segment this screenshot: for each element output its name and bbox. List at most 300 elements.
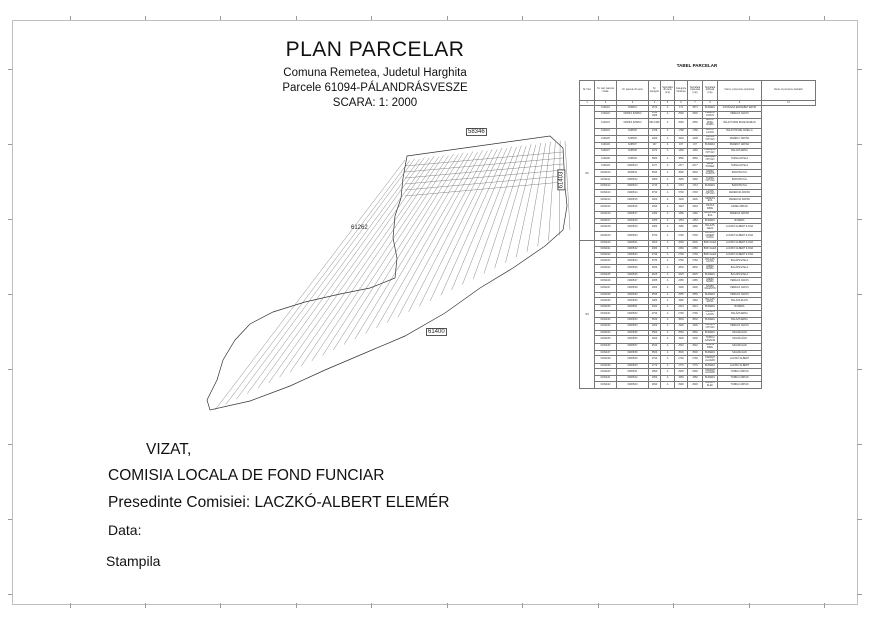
table-cell: 2990 [675,381,688,388]
table-cell: 1573 [649,106,661,112]
table-header-row [580,81,816,101]
table-row [580,135,816,142]
table-cell: A [661,323,675,330]
table-cell: 3880 [688,155,703,162]
frame-tick [522,603,523,608]
frame-tick [296,16,297,20]
frame-tick [857,69,862,70]
table-row [580,369,816,376]
parcel-strip-line [355,153,468,339]
table-cell: A [661,111,675,118]
table-cell: BAROSS PÁL [718,177,762,184]
table-cell: 2990 [688,369,703,376]
table-cell: FERENCZI ÁRPÁD [718,190,762,197]
table-cell: A [661,148,675,155]
table-index-cell: 8 [703,101,718,106]
parcel-strip-line [366,152,473,334]
table-cell: 61094/37 [595,350,617,356]
table-cell: TAMÁS ISTVÁN [703,177,718,184]
table-row [580,190,816,197]
table-cell: 1900 [688,323,703,330]
table-cell: 62965/25 [617,265,649,272]
table-cell: BUDERA [703,376,718,382]
table-cell: ERDEI ÁRPÁD [718,204,762,211]
table-row [580,310,816,317]
table-row [580,170,816,177]
table-cell: A [661,318,675,324]
table-cell: 2560 [675,330,688,336]
table-cell: A [661,170,675,177]
frame-tick [824,603,825,608]
table-block-cell: 63 [580,106,595,241]
table-cell: 62965/40 [617,363,649,369]
table-cell: LACZKÓ ALBERT ILONA [703,231,718,241]
table-cell: A [661,265,675,272]
table-cell: 62965/35 [617,330,649,336]
parcel-strip-line [405,176,563,190]
table-cell: 167 [649,142,661,148]
table-cell: BUDERA [718,218,762,224]
table-cell: PERECZ JANOS [718,285,762,292]
subtitle-commune: Comuna Remetea, Judetul Harghita [283,67,467,79]
frame-tick [824,16,825,20]
table-cell: 1900 [649,285,661,292]
table-cell: 62965/18 [617,218,649,224]
table-cell: A [661,376,675,382]
table-cell: ERDEI VILMOS [703,170,718,177]
table-cell: 2600 [688,241,703,247]
table-cell: 61094/16 [595,211,617,218]
table-cell: 2540 [649,343,661,350]
frame-tick [857,294,862,295]
table-cell: 62965/38 [617,350,649,356]
table-cell: 1788 [688,128,703,135]
table-cell: 1353 [675,218,688,224]
table-cell: LAJOS ISTVÁN [703,190,718,197]
table-cell: 3530 [675,318,688,324]
parcel-strip-line [405,182,563,196]
parcel-strip-line [237,159,415,399]
table-cell: 2380 [675,246,688,252]
table-cell: PERECZ JANOS [703,111,718,118]
table-cell: 61094/32 [595,318,617,324]
table-cell: 2385 [675,278,688,285]
table-cell: 61094/24 [595,265,617,272]
table-index-cell: 4 [649,101,661,106]
table-cell: 2790 [688,356,703,363]
table-cell: 1900 [675,323,688,330]
table-cell: 3790 [675,231,688,241]
table-cell: BALÁZS ERNA [703,298,718,305]
table-cell: 1380 [649,211,661,218]
table-cell: A [661,231,675,241]
table-cell: 2790 [649,356,661,363]
table-cell: 1770 [688,363,703,369]
table-cell: 3530 [688,318,703,324]
table-cell: PERÉNYI ÁRPÁD [718,142,762,148]
table-cell: 2790 [675,356,688,363]
table-cell: 2324 [649,305,661,311]
table-cell: TARSLA ETELA [718,162,762,169]
table-cell: BÁLINT BUDE GIZELLA [718,128,762,135]
table-cell: A [661,184,675,190]
table-cell: 2590 [675,111,688,118]
table-cell: LACZKÓ ALBERT ILONA [718,246,762,252]
vizat-label: VIZAT, [146,441,192,458]
parcel-strip-line [484,146,526,274]
parcel-strip-line [258,158,424,389]
subtitle-parcel: Parcele 61094-PÁLANDRÁSVESZE [282,82,468,94]
table-header-cell: Nume si prenume detinator [762,81,816,101]
frame-tick [8,294,12,295]
table-cell: 61094/21 [595,246,617,252]
table-cell: 1743 [649,184,661,190]
table-cell: 1980 [649,298,661,305]
parcel-strip-line [452,147,512,290]
table-cell: BALÁZS ELEK [703,381,718,388]
table-cell: BALÁZS ETELA [718,258,762,265]
table-cell: 1788 [675,128,688,135]
parcel-map [195,118,580,418]
table-row [580,155,816,162]
table-cell: 3880 [675,155,688,162]
table-cell: SZALMA ÉVA [718,330,762,336]
table-cell: 62965/26 [617,272,649,278]
frame-tick [522,16,523,20]
table-cell: 1900 [649,197,661,204]
table-cell: BUDERA [703,350,718,356]
table-cell: 1743 [675,184,688,190]
frame-tick [145,603,146,608]
table-cell: 1980 [688,177,703,184]
table-cell: 3590 [675,170,688,177]
table-cell: 62965/3 62965/4 [617,118,649,128]
frame-tick [220,603,221,608]
table-cell: ERDEI MÁRIA [703,278,718,285]
frame-tick [447,16,448,20]
table-cell: 60086/1 [617,106,649,112]
frame-tick [857,594,862,595]
table-cell: 2377 [688,162,703,169]
commission-label: COMISIA LOCALA DE FOND FUNCIAR [108,467,385,484]
frame-tick [749,603,750,608]
table-cell: BÁLINT MIKE BUDE MARIAN [718,118,762,128]
table-cell: 62965/16 [617,204,649,211]
table-cell: 61094/3 [595,118,617,128]
date-label: Data: [108,522,142,538]
table-cell: 3780 [675,258,688,265]
table-cell: 61094/33 [595,323,617,330]
table-cell: 1950 [675,376,688,382]
table-cell: 2560 [649,330,661,336]
table-cell: 1900 [649,336,661,343]
table-cell: LACZKÓ ALBERT [718,363,762,369]
table-cell: 1770 [675,363,688,369]
table-header-cell: Nr. parcele din acte [617,81,649,101]
table-row [580,323,816,330]
table-cell: BUDERA [703,184,718,190]
frame-tick [447,603,448,608]
table-cell: 2990 [675,369,688,376]
table-header-cell: Suprafata masurata (mp) [688,81,703,101]
parcel-strip-line [323,154,454,356]
table-row [580,231,816,241]
table-cell: 62965/15 [617,197,649,204]
table-cell: 61094/5 [595,135,617,142]
table-cell: PERECZI ÁRPÁD [718,211,762,218]
table-cell: 1980 [675,224,688,231]
page-title: PLAN PARCELAR [285,38,465,61]
table-cell: 62965/5 [617,128,649,135]
table-cell: 62965/31 [617,305,649,311]
table-cell: 61094/13 [595,190,617,197]
table-cell: 1743 [688,184,703,190]
table-cell: 2830 [649,265,661,272]
table-cell: 62965/13 [617,184,649,190]
table-cell: BALÁZS LAJOS [703,258,718,265]
table-cell: PERECZ JANOS [718,292,762,298]
parcel-strip-line [462,147,516,284]
table-row [580,265,816,272]
table-cell: 2990 [649,369,661,376]
table-title: TABEL PARCELAR [676,63,718,68]
table-cell: LACZKÓ ALBERT ILONA [718,231,762,241]
table-cell: PERECZ JÁNOS [718,323,762,330]
frame-tick [371,603,372,608]
table-cell: 2540 [675,343,688,350]
table-cell: BALÁZS ETELA [718,265,762,272]
table-cell: A [661,278,675,285]
table-cell: PERÉNYI ÁRPÁD [718,135,762,142]
table-row [580,381,816,388]
table-cell: 62965/30 [617,298,649,305]
table-cell: 1950 [649,376,661,382]
table-cell: 2385 [688,278,703,285]
table-cell: 1980 [675,298,688,305]
table-cell: 2560 [688,330,703,336]
table-cell: 61094/40 [595,369,617,376]
frame-tick [70,603,71,608]
table-cell: BUDERA [703,305,718,311]
table-cell: 3500 [649,350,661,356]
table-header-cell: Categorie folosinta [675,81,688,101]
table-cell: 61094/1 [595,106,617,112]
table-cell: PERENCZI ÁRPÁD [718,197,762,204]
table-index-cell: 7 [688,101,703,106]
frame-tick [857,519,862,520]
table-cell: BALÁZS ETELA [718,272,762,278]
table-cell: 172 [675,106,688,112]
table-cell: 2377 [675,162,688,169]
table-cell: 3790 [649,190,661,197]
table-cell: 1980 [649,224,661,231]
table-cell: A [661,106,675,112]
table-cell: 3880 [649,155,661,162]
table-row [580,343,816,350]
table-index-cell: 3 [617,101,649,106]
table-cell: 61094/25 [595,272,617,278]
table-cell: 62965/42 [617,376,649,382]
table-cell: 2790 [688,310,703,317]
table-cell: 62965/6 [617,135,649,142]
table-header-cell: Suprafata atribuita (mp) [703,81,718,101]
table-cell: A [661,252,675,258]
table-cell: TARSLA ETELA [718,155,762,162]
frame-tick [857,369,862,370]
frame-tick [70,16,71,20]
table-cell: A [661,128,675,135]
table-cell: 61094/35 [595,336,617,343]
table-cell: 3590 [649,170,661,177]
table-cell: 2990 [649,381,661,388]
table-cell: 2600 [649,241,661,247]
table-cell: 3530 [649,318,661,324]
table-cell: 62965/43 [617,381,649,388]
table-cell: 61094/42 [595,381,617,388]
frame-tick [857,444,862,445]
table-cell: BUDERA [703,218,718,224]
table-cell: 61094/29 [595,298,617,305]
table-cell: BIRÓ ELEK [703,252,718,258]
table-cell: 61094/17 [595,218,617,224]
table-cell: SERESS EVA [703,197,718,204]
table-cell: A [661,356,675,363]
table-cell: 2385 [649,278,661,285]
table-cell: BÁLINT MIKE MARIA [703,118,718,128]
table-cell: 62965/17 [617,211,649,218]
table-index-cell: 6 [675,101,688,106]
table-cell: 62965/36 [617,336,649,343]
parcel-strip-line [405,170,563,184]
parcel-strip-line [301,155,444,366]
table-header-cell: Nume si prenume proprietar [718,81,762,101]
table-cell: BUDERA [718,305,762,311]
table-cell: 2799 [649,252,661,258]
table-cell: ÁBRAHÁM ÉVA [704,211,716,217]
table-cell: FOSZLESZ ERZSÉBET ERVIN [718,106,762,112]
table-cell: A [661,272,675,278]
table-cell: BENE JÓZSEF [703,162,718,169]
table-cell: 61094/22 [595,252,617,258]
table-cell: 61094/38 [595,356,617,363]
parcel-strip-line [441,148,507,295]
table-cell: 62965/14 [617,190,649,197]
table-cell: 61094/41 [595,376,617,382]
table-cell: LACZKÓ ALBERT ILONA [718,241,762,247]
table-cell: 2555 [675,292,688,298]
table-cell: 62965/10 [617,162,649,169]
table-cell: 62965/20 [617,231,649,241]
table-cell: A [661,142,675,148]
table-cell: 1900 [675,336,688,343]
table-index-cell: 9 [718,101,762,106]
table-cell: 167 [688,142,703,148]
table-cell: A [661,310,675,317]
table-cell: TORDAI ÁRPÁD [718,376,762,382]
table-header-cell: Nr. cad. parcela finala [595,81,617,101]
table-cell: 61094/15 [595,204,617,211]
table-cell: A [661,363,675,369]
subtitle-scale: SCARA: 1: 2000 [332,97,418,109]
table-cell: 62965/9 [617,155,649,162]
table-cell: BUDERA [703,272,718,278]
frame-tick [857,144,862,145]
table-cell: 62965/1 62965/2 [617,111,649,118]
table-cell: 167 [675,142,688,148]
table-cell: 880 1986 [649,118,661,128]
table-cell: 3590 [688,170,703,177]
table-cell: 61094/9 [595,162,617,169]
table-cell: BALÁZS ISTVÁN [703,323,718,330]
table-cell: BAROSS PÁL [718,184,762,190]
table-cell: 62965/27 [617,278,649,285]
table-cell: 1770 [649,363,661,369]
table-cell: 61094/6 [595,142,617,148]
table-cell: 2625 [649,272,661,278]
table-cell: 62965/23 [617,252,649,258]
table-cell: 2590 [688,111,703,118]
table-cell: 62965/37 [617,343,649,350]
parcel-strip-line [344,153,463,345]
table-cell: A [661,241,675,247]
table-cell: BALÁZS ERNA [718,318,762,324]
table-cell: A [661,298,675,305]
table-cell: BÁLINT LAJOS [703,128,718,135]
table-cell: 3500 [688,350,703,356]
table-cell: 61094/36 [595,343,617,350]
frame-tick [8,69,12,70]
table-cell: 1900 [675,135,688,142]
table-cell: A [661,118,675,128]
table-cell: 61094/19 [595,231,617,241]
table-cell: 1980 [675,177,688,184]
table-cell: BUDERA [703,318,718,324]
table-cell: 62965/22 [617,246,649,252]
table-cell: A [661,381,675,388]
table-cell: 3790 [649,231,661,241]
table-index-cell: 10 [762,101,816,106]
table-row [580,211,816,218]
table-cell: A [661,211,675,218]
table-cell: A [661,155,675,162]
table-cell: PERECZ JANOS [718,111,762,118]
table-row [580,336,816,343]
table-row [580,278,816,285]
table-cell: SZALAI IMRE [703,343,718,350]
table-cell: BUDERA [703,330,718,336]
table-cell: 61094/34 [595,330,617,336]
table-cell: 62965/12 [617,177,649,184]
table-cell: BIRÓ ELEK [703,246,718,252]
table-cell: 61094/8 [595,155,617,162]
table-cell: 1993 [675,204,688,211]
table-cell: 1900 [675,285,688,292]
table-cell: 1900 [649,135,661,142]
table-row [580,162,816,169]
table-cell: A [661,177,675,184]
table-cell: LACZKÓ ALBERT ILONA [718,252,762,258]
table-cell: 3790 [688,231,703,241]
table-cell: 62965/29 [617,292,649,298]
frame-tick [673,16,674,20]
table-cell: 3780 [649,258,661,265]
table-cell: 61094/20 [595,241,617,247]
table-cell: A [661,246,675,252]
table-cell: 61094/30 [595,305,617,311]
table-cell: 1788 [649,128,661,135]
table-cell: 1900 [688,135,703,142]
parcel-strip-line [548,142,555,241]
